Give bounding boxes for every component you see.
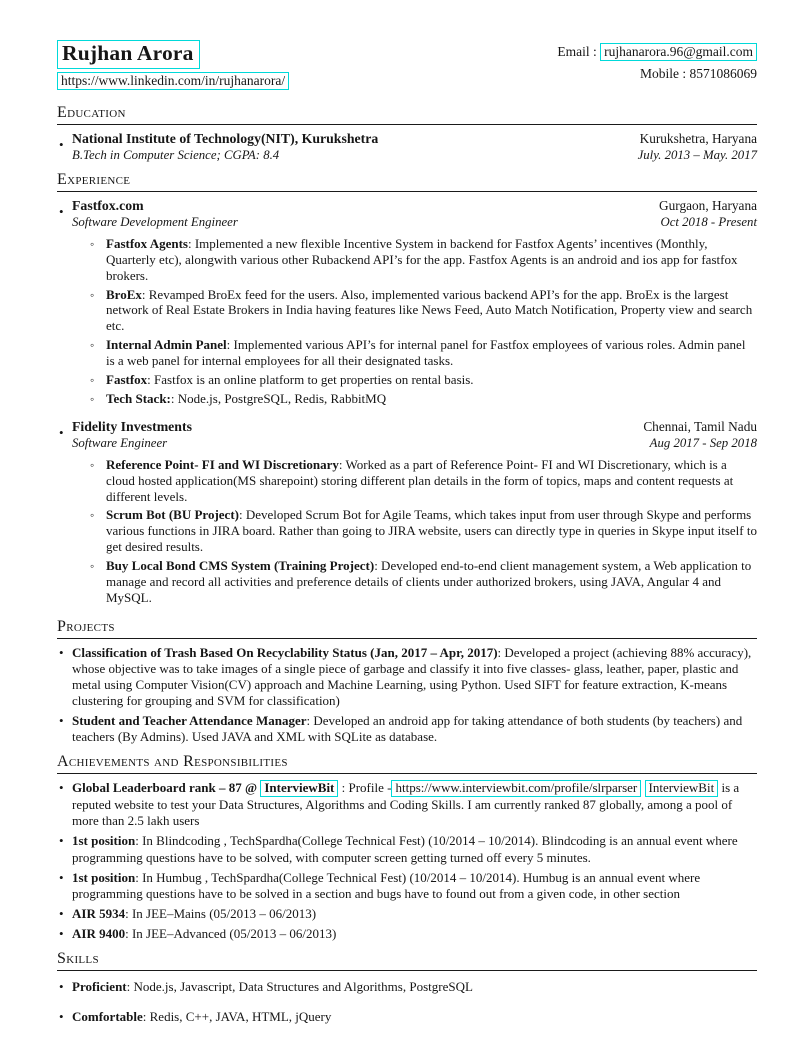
education-dates: July. 2013 – May. 2017 — [637, 148, 757, 162]
header-left — [57, 40, 289, 90]
achievement-item-leaderboard — [57, 780, 757, 829]
job-title: Software Development Engineer — [72, 215, 238, 229]
email-link[interactable]: rujhanarora.96@gmail.com — [600, 43, 757, 61]
achievement-text: : In Blindcoding , TechSpardha(College Technical Fest) (10/2014 – 10/2014). Blindcoding is an annual event where programming questions have to be solved, with computer screen getting turned off every 5 minutes. — [72, 833, 738, 865]
experience-bullet — [72, 236, 757, 284]
circle-bullet-icon: ◦ — [90, 287, 95, 302]
bullet-label: Scrum Bot (BU Project) — [106, 507, 239, 523]
experience-entry-fastfox — [57, 198, 757, 407]
bullet-text: : Implemented a new flexible Incentive System in backend for Fastfox Agents’ incentives (Monthly, Quarterly etc), alongwith various other Rubackend API’s for the app. Fastfox Agents is an android and ios app for fastfox brokers. — [106, 236, 738, 283]
header-contact — [557, 40, 757, 87]
achievement-text: : In JEE–Advanced (05/2013 – 06/2013) — [125, 925, 337, 941]
section-achievements — [57, 753, 757, 942]
degree: B.Tech in Computer Science; CGPA: 8.4 — [72, 148, 280, 162]
skill-list: : Redis, C++, JAVA, HTML, jQuery — [142, 1009, 332, 1025]
education-entry — [57, 131, 757, 163]
project-item — [57, 713, 757, 745]
project-description: : Developed an android app for taking attendance of both students (by teachers) and teachers (By Admins). Used JAVA and XML with SQLite as database. — [72, 713, 743, 745]
experience-entry-body — [72, 198, 757, 407]
bullet-text: : Implemented various API’s for internal panel for Fastfox employees of various roles. Admin panel is a web panel for internal employees for all their designated tasks. — [106, 337, 746, 369]
bullet-label: Internal Admin Panel — [106, 337, 227, 353]
circle-bullet-icon: ◦ — [90, 508, 95, 523]
bullet-label: Tech Stack: — [106, 390, 171, 406]
achievement-label: AIR 9400 — [72, 925, 126, 941]
experience-bullet — [72, 287, 757, 335]
experience-bullets — [72, 236, 757, 407]
section-education — [57, 104, 757, 163]
bullet-label: Fastfox Agents — [106, 236, 188, 251]
achievement-text: : In Humbug , TechSpardha(College Technical Fest) (10/2014 – 10/2014). Humbug is an annual event where programming questions have to be solved in a section and bugs have to found out from a given code, in other section — [72, 869, 701, 901]
email-row — [557, 43, 757, 61]
company-location: Gurgaon, Haryana — [659, 198, 757, 213]
email-label: Email : — [557, 44, 601, 59]
bullet-label: Fastfox — [106, 371, 148, 387]
company-name: Fidelity Investments — [72, 418, 192, 434]
circle-bullet-icon: ◦ — [90, 372, 95, 387]
section-title-projects: Projects — [57, 618, 757, 639]
bullet-icon: • — [59, 137, 64, 152]
interviewbit-profile-link[interactable]: https://www.interviewbit.com/profile/slrparser — [391, 780, 641, 797]
skill-level: Proficient — [72, 979, 127, 995]
bullet-text: : Revamped BroEx feed for the users. Also, implemented various backend API’s for the app. BroEx is the largest network of Real Estate Brokers in India having features like News Feed, Auto Match Notification, Property view and search etc. — [106, 286, 753, 334]
achievement-label: 1st position — [72, 833, 136, 849]
bullet-icon: • — [59, 979, 64, 995]
section-title-achievements: Achievements and Responsibilities — [57, 753, 757, 774]
achievement-item — [57, 906, 757, 922]
section-title-experience: Experience — [57, 171, 757, 192]
candidate-name: Rujhan Arora — [57, 40, 200, 69]
skill-level: Comfortable — [72, 1009, 143, 1025]
experience-bullet — [72, 337, 757, 369]
bullet-text: : Node.js, PostgreSQL, Redis, RabbitMQ — [170, 390, 387, 406]
bullet-text: : Fastfox is an online platform to get properties on rental basis. — [147, 371, 474, 387]
company-name: Fastfox.com — [72, 198, 144, 213]
section-skills — [57, 950, 757, 1025]
education-entry-body — [72, 131, 757, 163]
mobile-number: 8571086069 — [689, 65, 757, 81]
project-title: Student and Teacher Attendance Manager — [72, 713, 307, 729]
bullet-text: : Developed Scrum Bot for Agile Teams, which takes input from user through Skype and performs various functions in JIRA board. Rather than going to JIRA website, users can directly type in queries in Skype input itself to get desired results. — [106, 507, 757, 555]
bullet-icon: • — [59, 905, 64, 921]
bullet-label: Reference Point- FI and WI Discretionary — [106, 456, 339, 472]
job-title: Software Engineer — [72, 435, 168, 450]
bullet-icon: • — [59, 833, 64, 849]
skill-item — [57, 979, 757, 995]
experience-bullet — [72, 372, 757, 388]
bullet-icon: • — [59, 204, 64, 219]
bullet-icon: • — [59, 713, 64, 729]
bullet-label: Buy Local Bond CMS System (Training Project) — [106, 558, 375, 574]
section-title-skills: Skills — [57, 950, 757, 971]
experience-entry-body — [72, 419, 757, 606]
achievement-bold-prefix: Global Leaderboard rank – 87 @ — [72, 780, 261, 796]
mobile-label: Mobile : — [640, 65, 690, 81]
experience-bullet — [72, 391, 757, 407]
section-title-education: Education — [57, 104, 757, 125]
bullet-text: : Worked as a part of Reference Point- FI and WI Discretionary, which is a cloud hosted application(MS sharepoint) storing different plan details in the form of topics, maps and content requests at different levels. — [106, 456, 734, 504]
interviewbit-link[interactable]: InterviewBit — [260, 780, 338, 797]
achievement-item — [57, 870, 757, 902]
interviewbit-link-2[interactable]: InterviewBit — [645, 780, 719, 797]
circle-bullet-icon: ◦ — [90, 237, 95, 251]
bullet-icon: • — [59, 424, 64, 440]
job-dates: Oct 2018 - Present — [660, 215, 757, 229]
circle-bullet-icon: ◦ — [90, 338, 95, 353]
project-item — [57, 645, 757, 709]
experience-bullet — [72, 558, 757, 606]
project-description: : Developed a project (achieving 88% accuracy), whose objective was to take images of a single piece of garbage and classify it into five classes- glass, leather, paper, plastic and metal using Computer Vision(CV) approach and Machine Learning, using Python. Used SIFT for feature extraction, K-means clustering for grouping and SVM for classification) — [72, 644, 752, 708]
achievement-text: : In JEE–Mains (05/2013 – 06/2013) — [125, 905, 317, 921]
company-location: Chennai, Tamil Nadu — [643, 418, 757, 434]
achievement-item — [57, 833, 757, 865]
skill-list: : Node.js, Javascript, Data Structures and Algorithms, PostgreSQL — [126, 979, 473, 995]
bullet-icon: • — [59, 925, 64, 941]
mobile-row — [557, 66, 757, 82]
school-name: National Institute of Technology(NIT), Kurukshetra — [72, 131, 379, 146]
experience-bullets — [72, 457, 757, 606]
experience-entry-fidelity — [57, 419, 757, 606]
achievement-rest-text: is a reputed website to test your Data Structures, Algorithms and Coding Skills. I am currently ranked 87 globally, among a pool of more than 2.5 lakh users — [72, 780, 740, 829]
achievement-label: AIR 5934 — [72, 905, 126, 921]
circle-bullet-icon: ◦ — [90, 391, 95, 406]
skill-item — [57, 1009, 757, 1025]
circle-bullet-icon: ◦ — [90, 559, 95, 574]
job-dates: Aug 2017 - Sep 2018 — [649, 435, 757, 450]
bullet-label: BroEx — [106, 286, 142, 302]
experience-bullet — [72, 507, 757, 555]
bullet-icon: • — [59, 780, 64, 796]
linkedin-link[interactable]: https://www.linkedin.com/in/rujhanarora/ — [57, 72, 289, 90]
achievement-mid-text: : Profile - — [338, 780, 392, 796]
bullet-icon: • — [59, 644, 64, 660]
resume-header — [57, 40, 757, 90]
school-location: Kurukshetra, Haryana — [639, 131, 757, 146]
project-title: Classification of Trash Based On Recyclability Status (Jan, 2017 – Apr, 2017) — [72, 644, 498, 660]
achievement-item — [57, 926, 757, 942]
section-experience — [57, 171, 757, 606]
section-projects — [57, 618, 757, 746]
bullet-text: : Developed end-to-end client management system, a Web application to manage and record all activities and preference details of clients under authorized brokers, using JAVA, Angular 4 and MySQL. — [106, 558, 752, 605]
bullet-icon: • — [59, 869, 64, 885]
circle-bullet-icon: ◦ — [90, 457, 95, 472]
experience-bullet — [72, 457, 757, 505]
bullet-icon: • — [59, 1009, 64, 1025]
achievement-label: 1st position — [72, 869, 136, 885]
